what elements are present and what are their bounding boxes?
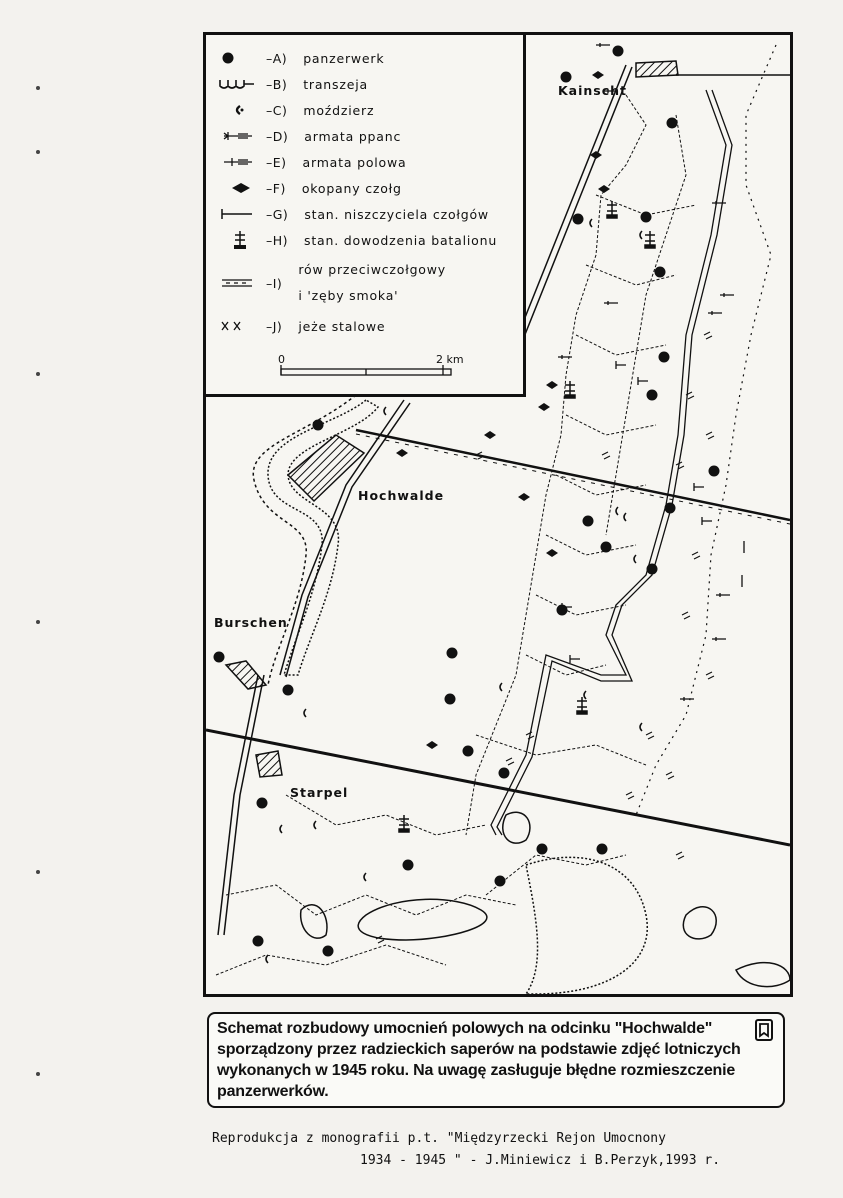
steel-hedgehog-icon <box>218 319 258 333</box>
legend-item <box>218 97 523 123</box>
legend-letter: –G) <box>266 206 289 222</box>
lake <box>358 899 487 940</box>
place-label-kainscht: Kainscht <box>558 83 628 98</box>
lake <box>736 963 790 987</box>
legend-item <box>218 149 523 175</box>
legend-item <box>218 123 523 149</box>
tank-destroyer-markers <box>562 361 712 663</box>
field-gun-icon <box>218 155 258 169</box>
legend-letter: –B) <box>266 76 288 92</box>
map-figure <box>203 32 793 997</box>
legend-label: okopany czołg <box>301 180 402 196</box>
legend-letter: –I) <box>266 275 283 291</box>
legend-item <box>218 175 523 201</box>
gun-markers <box>558 43 744 701</box>
margin-dot <box>36 1072 40 1076</box>
scale-end-label: 2 km <box>436 353 464 366</box>
legend-item <box>218 313 523 339</box>
legend-label: i 'zęby smoka' <box>298 288 399 303</box>
lake <box>503 812 530 843</box>
mortar-icon <box>218 103 258 117</box>
place-label-hochwalde: Hochwalde <box>358 488 445 503</box>
margin-dot <box>36 372 40 376</box>
legend-label: transzeja <box>303 76 368 92</box>
burschen-town <box>226 661 266 689</box>
steel-hedgehogs <box>636 45 776 815</box>
legend-item <box>218 45 523 71</box>
legend-label: armata polowa <box>302 154 407 170</box>
legend-letter: –A) <box>266 50 288 66</box>
kainscht-town <box>636 61 678 77</box>
legend-letter: –D) <box>266 128 289 144</box>
legend-item <box>218 253 523 313</box>
panzerwerk-dot-icon <box>218 51 258 65</box>
legend-item <box>218 201 523 227</box>
map-legend <box>206 35 526 397</box>
reproduction-credit <box>212 1128 832 1172</box>
credit-line-2: 1934 - 1945 " - J.Miniewicz i B.Perzyk,1993 r. <box>360 1153 721 1168</box>
hochwalde-town <box>288 435 364 501</box>
scale-bar <box>278 353 464 383</box>
river-shape <box>268 400 378 675</box>
dug-in-tank-icon <box>218 181 258 195</box>
legend-letter: –C) <box>266 102 288 118</box>
legend-label: armata ppanc <box>304 128 402 144</box>
antitank-gun-icon <box>218 129 258 143</box>
caption-box <box>207 1012 785 1108</box>
scale-start-label: 0 <box>278 353 285 366</box>
tank-destroyer-icon <box>218 207 258 221</box>
caption-text: Schemat rozbudowy umocnień polowych na odcinku "Hochwalde" sporządzony przez radzieckich saperów na podstawie zdjęć lotniczych wykonanych w 1945 roku. Na uwagę zasługuje błędne rozmieszczenie panzerwerków. <box>217 1020 741 1100</box>
lake <box>683 907 716 939</box>
legend-label: stan. dowodzenia batalionu <box>304 232 498 248</box>
battalion-command-icon <box>218 230 258 250</box>
antitank-ditch-icon <box>218 276 258 290</box>
credit-line-1: Reprodukcja z monografii p.t. "Międzyrzecki Rejon Umocnony <box>212 1131 666 1146</box>
trench-icon <box>218 77 258 91</box>
railway-north <box>356 430 790 524</box>
legend-label: moździerz <box>303 102 375 118</box>
place-label-starpel: Starpel <box>290 785 349 800</box>
margin-dot <box>36 150 40 154</box>
legend-item <box>218 71 523 97</box>
legend-label: stan. niszczyciela czołgów <box>304 206 489 222</box>
margin-dot <box>36 870 40 874</box>
legend-label: jeże stalowe <box>298 318 386 334</box>
bookmark-icon <box>755 1019 773 1041</box>
margin-dot <box>36 620 40 624</box>
lake <box>301 905 327 938</box>
margin-dot <box>36 86 40 90</box>
legend-letter: –J) <box>266 318 283 334</box>
starpel-town <box>256 751 282 777</box>
legend-letter: –H) <box>266 232 289 248</box>
legend-item <box>218 227 523 253</box>
legend-letter: –E) <box>266 154 287 170</box>
legend-letter: –F) <box>266 180 286 196</box>
lake <box>526 857 647 994</box>
legend-label: panzerwerk <box>303 50 385 66</box>
legend-label: rów przeciwczołgowy <box>298 262 446 277</box>
scale-bar-graphic <box>280 365 452 381</box>
place-label-burschen: Burschen <box>214 615 288 630</box>
